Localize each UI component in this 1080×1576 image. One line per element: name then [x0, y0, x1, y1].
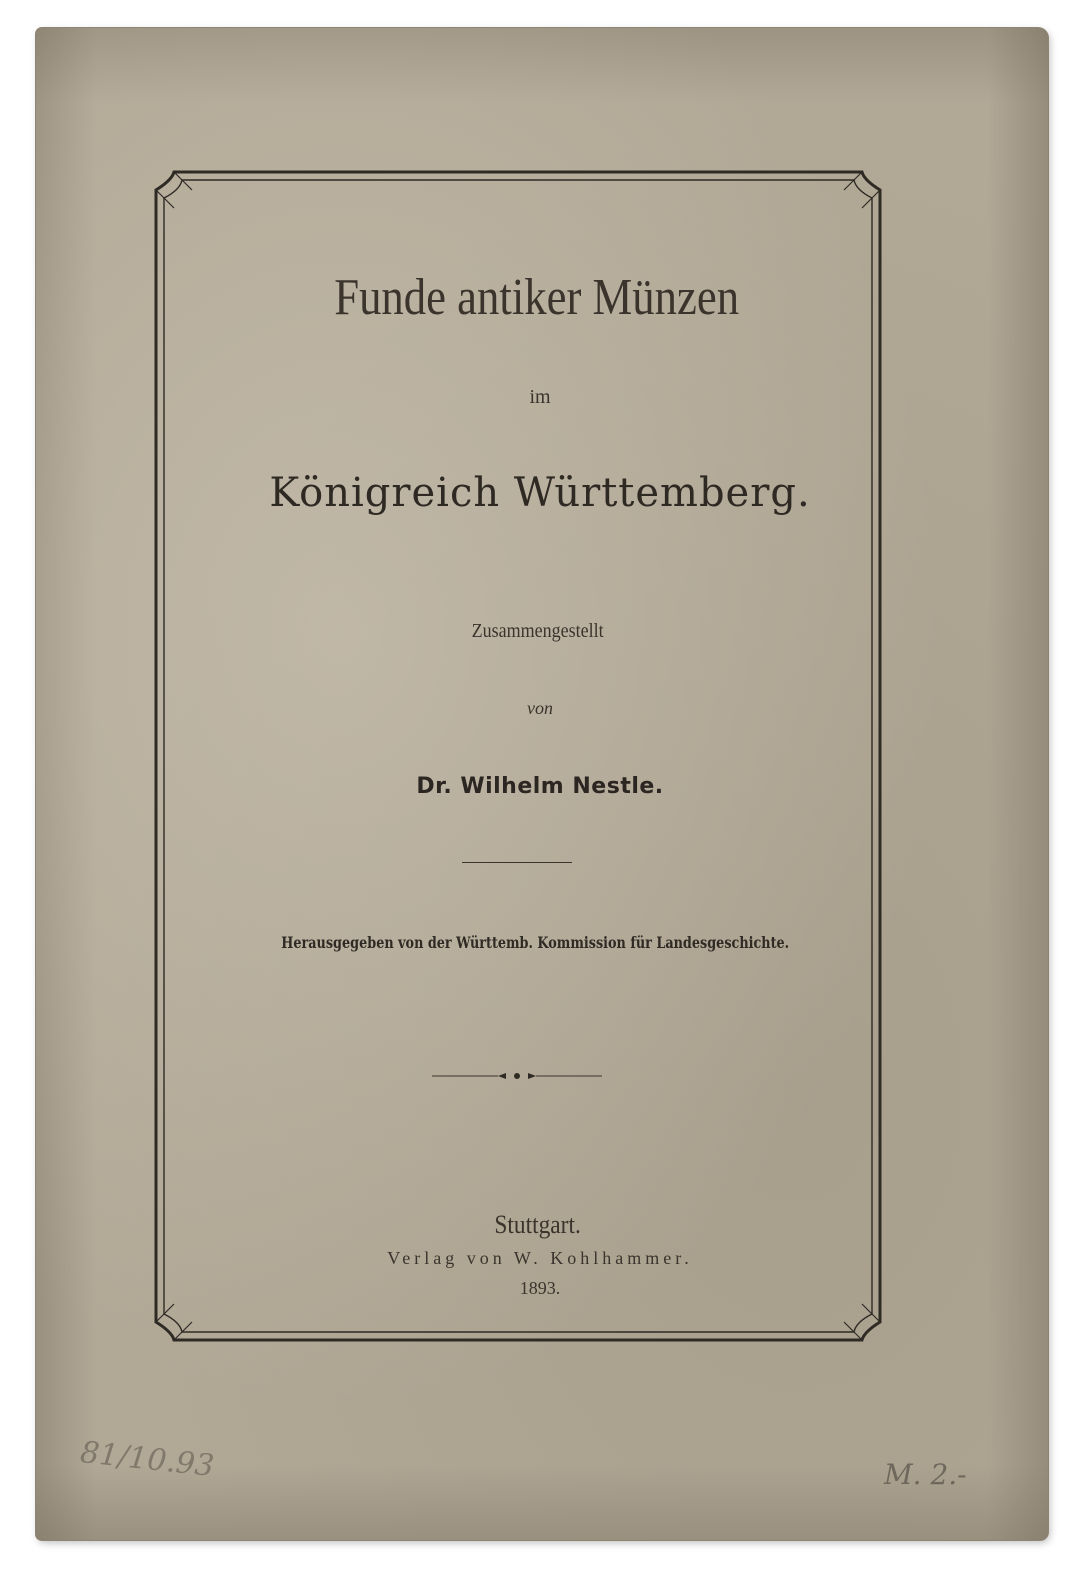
handwritten-note-left: 81/10.93	[78, 1435, 216, 1484]
publication-year: 1893.	[519, 1278, 561, 1298]
publisher-name: Verlag von W. Kohlhammer.	[387, 1248, 693, 1268]
divider-rule	[462, 862, 572, 863]
title-connector: im	[529, 386, 551, 408]
compiled-label: Zusammengestellt	[471, 620, 604, 642]
author-name: Dr. Wilhelm Nestle.	[416, 774, 664, 799]
publisher-note: Herausgegeben von der Württemb. Kommission für Landesgeschichte.	[281, 933, 790, 952]
decorative-border	[152, 168, 884, 1344]
handwritten-note-right: M. 2.-	[884, 1458, 967, 1491]
title-line-2: Königreich Württemberg.	[269, 470, 811, 516]
publication-city: Stuttgart.	[494, 1210, 581, 1239]
title-line-1: Funde antiker Münzen	[334, 269, 740, 326]
ornament-divider-icon	[432, 1066, 602, 1086]
by-label: von	[527, 698, 553, 718]
